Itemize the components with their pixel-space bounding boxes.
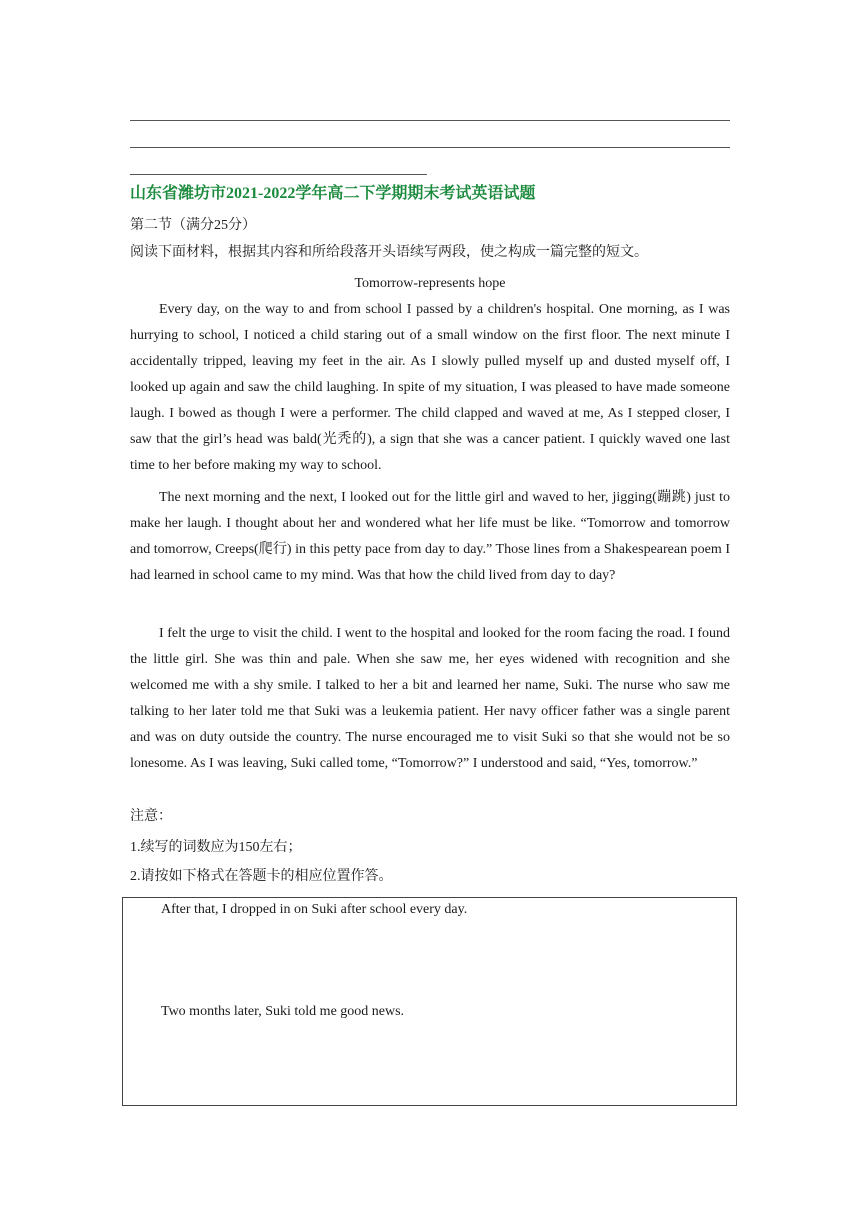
paragraph-opening-2: Two months later, Suki told me good news. bbox=[161, 1004, 405, 1019]
answer-line bbox=[130, 120, 730, 121]
story-paragraph: I felt the urge to visit the child. I went to the hospital and looked for the room facing the road. I found the little girl. She was thin and pale. When she saw me, her eyes widened with recognition and she welcomed me with a shy smile. I talked to her a bit and learned her name, Suki. The nurse who saw me talking to her later told me that Suki was a leukemia patient. Her navy officer father was a single parent and was on duty outside the country. The nurse encouraged me to visit Suki so that she would not be so lonesome. As I was leaving, Suki called tome, “Tomorrow?” I understood and said, “Yes, tomorrow.” bbox=[130, 626, 730, 771]
answer-box[interactable] bbox=[122, 897, 737, 1106]
note-label: 注意： bbox=[130, 809, 172, 824]
story-paragraph: The next morning and the next, I looked out for the little girl and waved to her, jigging(蹦跳) just to make her laugh. I thought about her and wondered what her life must be like. “Tomorrow and tomorrow and tomorrow, Creeps(爬行) in this petty pace from day to day.” Those lines from a Shakespearean poem I had learned in school came to my mind. Was that how the child lived from day to day? bbox=[130, 490, 730, 583]
section-heading: 第二节（满分25分） bbox=[130, 218, 256, 233]
story-title: Tomorrow-represents hope bbox=[354, 276, 506, 291]
story-paragraph: Every day, on the way to and from school I passed by a children's hospital. One morning, as I was hurrying to school, I noticed a child staring out of a small window on the first floor. The next minute I accidentally tripped, leaving my feet in the air. As I slowly pulled myself up and dusted myself off, I looked up again and saw the child laughing. In spite of my situation, I was pleased to have made someone laugh. I bowed as though I were a performer. The child clapped and waved at me, As I stepped closer, I saw that the girl’s head was bald(光秃的), a sign that she was a cancer patient. I quickly waved one last time to her before making my way to school. bbox=[130, 302, 730, 473]
paragraph-opening-1: After that, I dropped in on Suki after school every day. bbox=[161, 902, 468, 917]
requirement-item: 1.续写的词数应为150左右； bbox=[130, 840, 302, 855]
answer-line bbox=[130, 174, 427, 175]
requirement-item: 2.请按如下格式在答题卡的相应位置作答。 bbox=[130, 869, 393, 884]
exam-title: 山东省潍坊市2021-2022学年高二下学期期末考试英语试题 bbox=[130, 185, 536, 202]
instruction-text: 阅读下面材料，根据其内容和所给段落开头语续写两段，使之构成一篇完整的短文。 bbox=[130, 245, 648, 260]
answer-line bbox=[130, 147, 730, 148]
